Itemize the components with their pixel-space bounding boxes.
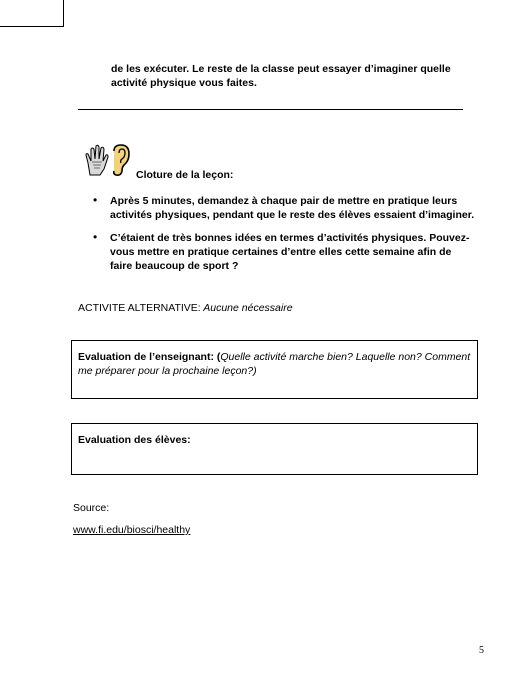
- teacher-evaluation-box: [71, 340, 478, 399]
- ear-icon: [114, 145, 129, 175]
- source-link[interactable]: www.fi.edu/biosci/healthy: [73, 524, 191, 536]
- alternative-activity-label: ACTIVITE ALTERNATIVE:: [78, 302, 201, 314]
- alternative-activity-value: Aucune nécessaire: [200, 302, 293, 314]
- closure-bullet-1: Après 5 minutes, demandez à chaque pair de mettre en pratique leurs activités physiques, pendant que le reste des élèves essaient d’imaginer.: [110, 195, 475, 221]
- corner-box: [0, 0, 64, 27]
- bullet-marker: •: [93, 193, 98, 207]
- intro-paragraph: de les exécuter. Le reste de la classe peut essayer d’imaginer quelle activité physique vous faites.: [111, 63, 451, 89]
- teacher-evaluation-label: Evaluation de l’enseignant: (: [78, 351, 221, 363]
- student-evaluation-box: [71, 423, 478, 475]
- teacher-evaluation-text: [78, 350, 471, 378]
- source-label: Source:: [73, 502, 110, 514]
- page-number: 5: [479, 645, 484, 656]
- closure-icons: [84, 143, 134, 177]
- teacher-evaluation-question: Quelle activité marche bien? Laquelle non? Comment me préparer pour la prochaine leçon?): [78, 351, 471, 377]
- alternative-activity: [78, 301, 293, 315]
- closure-title: Cloture de la leçon:: [136, 169, 234, 181]
- horizontal-rule: [78, 109, 463, 110]
- closure-bullet-2: C’étaient de très bonnes idées en termes d’activités physiques. Pouvez-vous mettre en pratique certaines d’entre elles cette semaine afin de faire beaucoup de sport ?: [110, 232, 470, 272]
- student-evaluation-label: Evaluation des élèves:: [78, 434, 191, 446]
- bullet-marker: •: [93, 230, 98, 244]
- hand-icon: [86, 145, 108, 175]
